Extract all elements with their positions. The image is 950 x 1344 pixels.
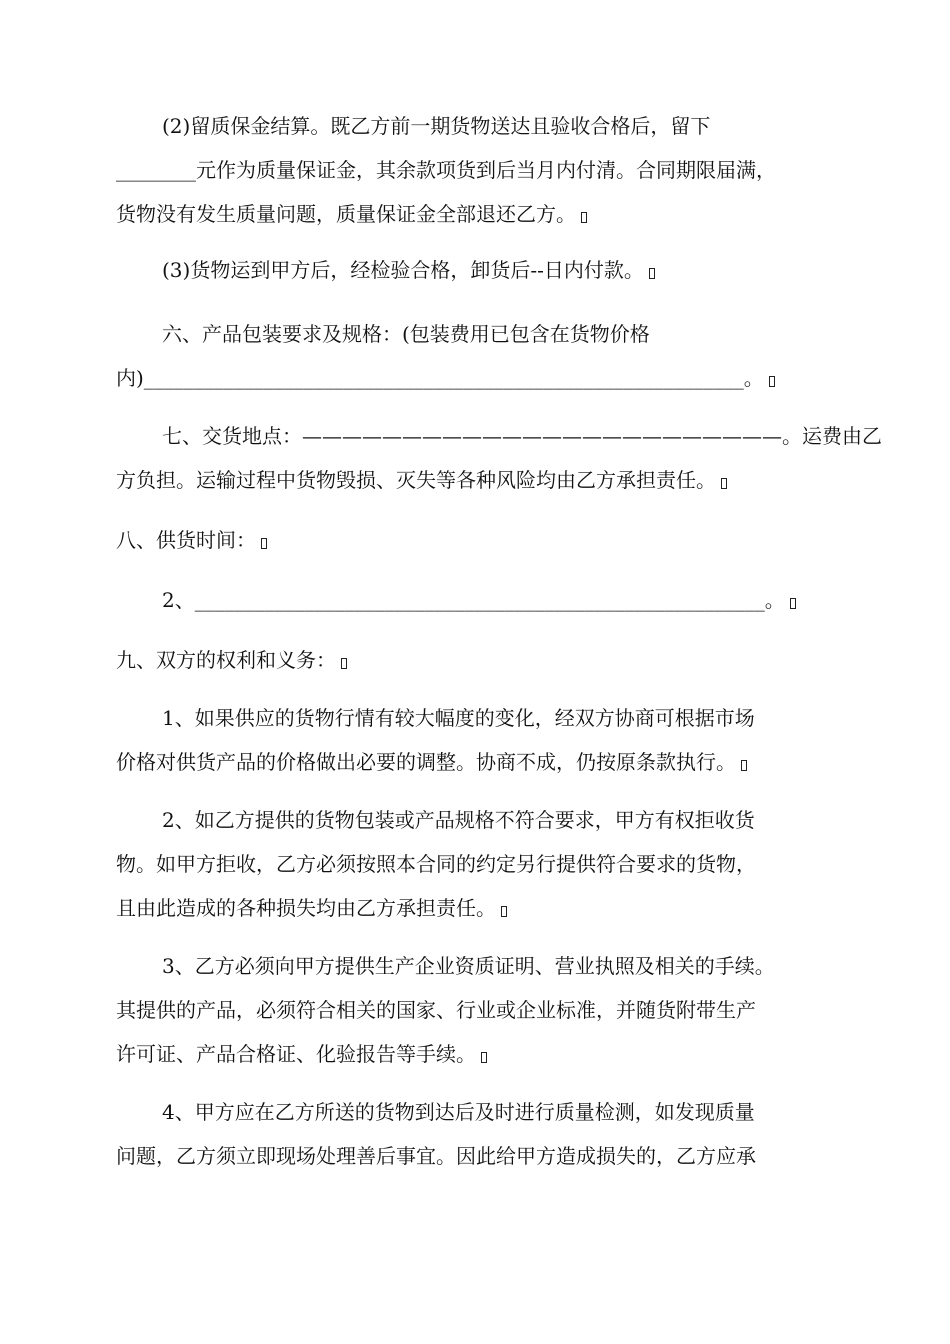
paragraph-mark-icon [581,212,587,223]
text-span: (3)货物运到甲方后，经检验合格，卸货后--日内付款。 [162,258,644,282]
text-line: 物。如甲方拒收，乙方必须按照本合同的约定另行提供符合要求的货物， [116,852,756,876]
text-line [116,895,507,921]
text-line [162,257,655,283]
text-line: 六、产品包装要求及规格：(包装费用已包含在货物价格 [162,322,650,346]
text-span: 内)____________________________________________________________。 [116,366,764,390]
text-line: (2)留质保金结算。既乙方前一期货物送达且验收合格后，留下 [162,114,711,138]
text-span: 九、双方的权利和义务： [116,648,336,672]
text-span: 方负担。运输过程中货物毁损、灭失等各种风险均由乙方承担责任。 [116,468,716,492]
text-line: 七、交货地点：————————————————————————。运费由乙 [162,424,882,448]
text-line: 问题，乙方须立即现场处理善后事宜。因此给甲方造成损失的，乙方应承 [116,1144,756,1168]
text-span: 且由此造成的各种损失均由乙方承担责任。 [116,896,496,920]
text-line [116,467,727,493]
paragraph-mark-icon [741,760,747,771]
text-span: 八、供货时间： [116,528,256,552]
paragraph-mark-icon [649,268,655,279]
text-line [162,587,796,613]
section-heading [116,527,267,553]
paragraph-mark-icon [790,598,796,609]
text-line: 2、如乙方提供的货物包装或产品规格不符合要求，甲方有权拒收货 [162,808,755,832]
text-line: 其提供的产品，必须符合相关的国家、行业或企业标准，并随货附带生产 [116,998,756,1022]
text-span: 2、_________________________________________________________。 [162,588,785,612]
text-span: 价格对供货产品的价格做出必要的调整。协商不成，仍按原条款执行。 [116,750,736,774]
paragraph-mark-icon [261,538,267,549]
paragraph-mark-icon [341,658,347,669]
paragraph-mark-icon [501,906,507,917]
paragraph-mark-icon [769,376,775,387]
text-span: 货物没有发生质量问题，质量保证金全部退还乙方。 [116,202,576,226]
text-line [116,749,747,775]
text-line: 1、如果供应的货物行情有较大幅度的变化，经双方协商可根据市场 [162,706,755,730]
text-line [116,365,775,391]
section-heading [116,647,347,673]
text-line: 3、乙方必须向甲方提供生产企业资质证明、营业执照及相关的手续。 [162,954,775,978]
text-span: 许可证、产品合格证、化验报告等手续。 [116,1042,476,1066]
text-line: ________元作为质量保证金，其余款项货到后当月内付清。合同期限届满， [116,158,776,182]
text-line [116,1041,487,1067]
text-line: 4、甲方应在乙方所送的货物到达后及时进行质量检测，如发现质量 [162,1100,755,1124]
paragraph-mark-icon [721,478,727,489]
text-line [116,201,587,227]
paragraph-mark-icon [481,1052,487,1063]
